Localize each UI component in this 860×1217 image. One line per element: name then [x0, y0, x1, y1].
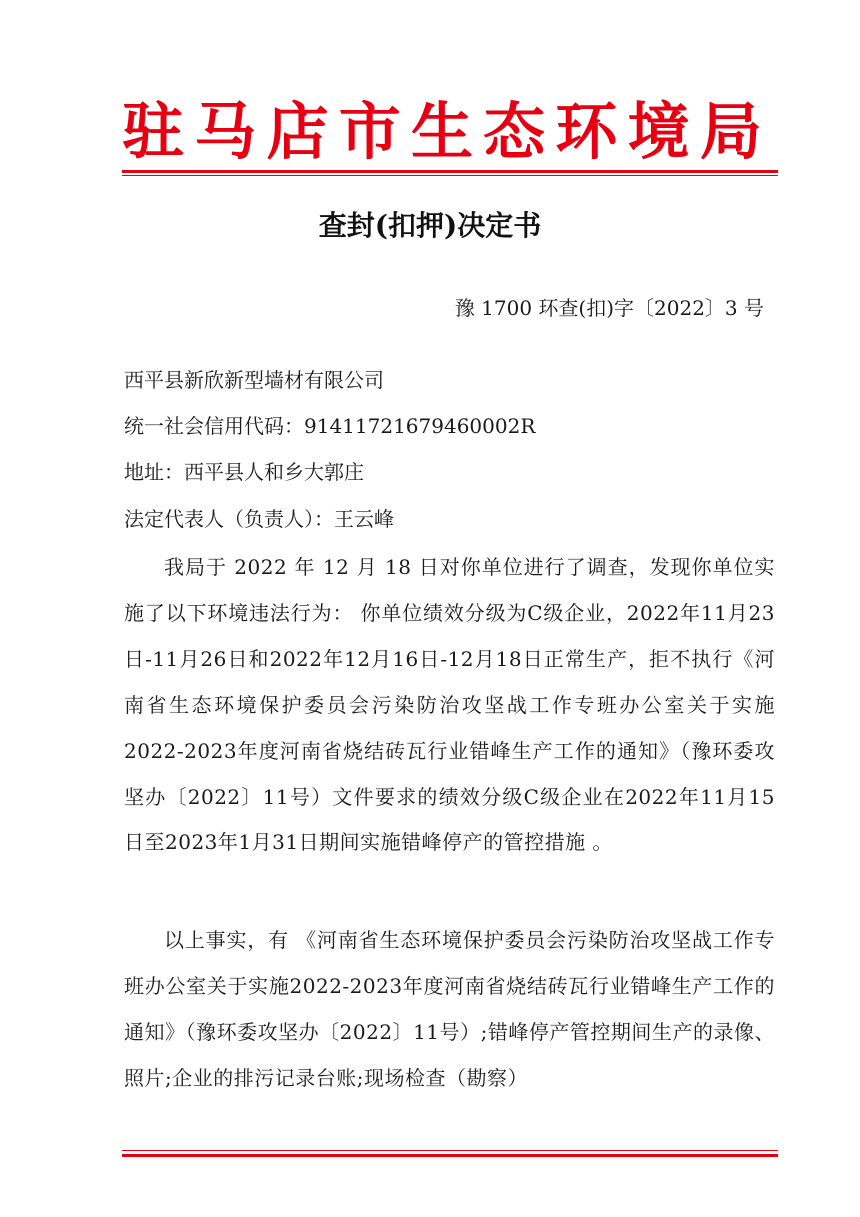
agency-char: 马 [194, 95, 257, 168]
agency-char: 态 [483, 95, 546, 168]
document-number: 豫 1700 环查(扣)字〔2022〕3 号 [454, 296, 764, 320]
agency-char: 境 [627, 95, 690, 168]
agency-char: 店 [266, 95, 329, 168]
agency-char: 环 [555, 95, 618, 168]
agency-char: 生 [410, 95, 473, 168]
credit-code: 统一社会信用代码：91411721679460002R [124, 414, 536, 438]
agency-header [122, 92, 762, 172]
body-paragraph-2: 以上事实，有 《河南省生态环境保护委员会污染防治攻坚战工作专班办公室关于实施2022-2023年度河南省烧结砖瓦行业错峰生产工作的通知》（豫环委攻坚办〔2022〕11号）;错峰停产管控期间生产的录像、照片;企业的排污记录台账;现场检查（勘察） [124, 928, 775, 1090]
address: 地址：西平县人和乡大郭庄 [124, 460, 364, 484]
legal-representative: 法定代表人（负责人）：王云峰 [124, 507, 394, 531]
footer-rule-thick [122, 1154, 778, 1157]
header-rule-thick [122, 170, 778, 173]
company-name: 西平县新欣新型墙材有限公司 [124, 368, 384, 392]
agency-char: 驻 [122, 95, 185, 168]
agency-char: 市 [338, 95, 401, 168]
footer-rule-thin [122, 1150, 778, 1151]
body-paragraph-1: 我局于 2022 年 12 月 18 日对你单位进行了调查，发现你单位实施了以下环境违法行为： 你单位绩效分级为C级企业，2022年11月23日-11月26日和2022年12月16日-12月18日正常生产，拒不执行《河南省生态环境保护委员会污染防治攻坚战工作专班办公室关于实施2022-2023年度河南省烧结砖瓦行业错峰生产工作的通知》（豫环委攻坚办〔2022〕11号）文件要求的绩效分级C级企业在2022年11月15日至2023年1月31日期间实施错峰停产的管控措施 。 [124, 555, 775, 855]
agency-char: 局 [699, 95, 762, 168]
header-rule-thin [122, 175, 778, 176]
document-title: 查封(扣押)决定书 [318, 209, 542, 242]
